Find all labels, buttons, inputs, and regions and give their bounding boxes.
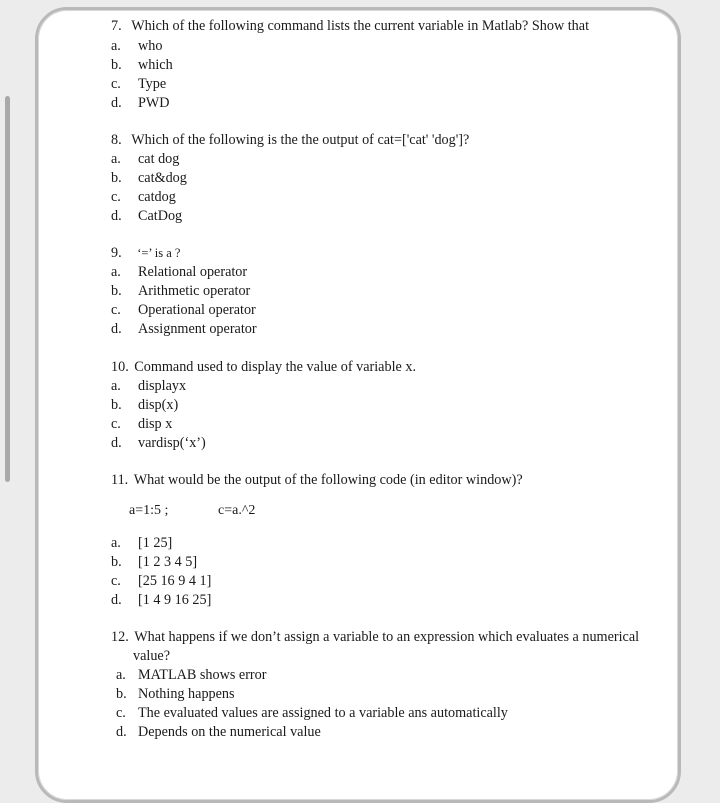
question-number: 8. — [111, 132, 122, 148]
option-letter: d. — [111, 95, 122, 111]
question-text: Which of the following command lists the current variable in Matlab? Show that — [131, 18, 590, 34]
option-letter: a. — [111, 535, 121, 551]
option-letter: b. — [111, 554, 122, 570]
question-10 — [111, 358, 416, 376]
option-11c[interactable] — [111, 572, 211, 590]
option-letter: b. — [111, 397, 122, 413]
question-number: 7. — [111, 18, 122, 34]
option-9c[interactable] — [111, 301, 256, 319]
option-text: PWD — [138, 95, 170, 111]
option-text: vardisp(‘x’) — [138, 435, 206, 451]
option-letter: d. — [116, 724, 127, 740]
option-letter: c. — [111, 302, 121, 318]
option-8a[interactable] — [111, 150, 179, 168]
option-letter: c. — [111, 189, 121, 205]
option-letter: a. — [111, 151, 121, 167]
option-text: Type — [138, 76, 167, 92]
option-7c[interactable] — [111, 75, 166, 93]
option-letter: d. — [111, 208, 122, 224]
option-letter: c. — [111, 76, 121, 92]
option-text: which — [138, 57, 173, 73]
option-text: Operational operator — [138, 302, 256, 318]
option-12c[interactable] — [116, 704, 508, 722]
option-text: displayx — [138, 378, 187, 394]
option-letter: a. — [111, 38, 121, 54]
option-text: [1 25] — [138, 535, 173, 551]
option-7b[interactable] — [111, 56, 173, 74]
question-7 — [111, 17, 589, 35]
option-10c[interactable] — [111, 415, 172, 433]
question-text: Command used to display the value of variable x. — [134, 359, 416, 375]
option-letter: a. — [116, 667, 126, 683]
option-10b[interactable] — [111, 396, 178, 414]
option-letter: c. — [116, 705, 126, 721]
option-11b[interactable] — [111, 553, 197, 571]
scrollbar[interactable] — [5, 96, 10, 482]
option-text: disp(x) — [138, 397, 179, 413]
question-text-line2: value? — [133, 648, 171, 664]
option-text: cat dog — [138, 151, 180, 167]
question-number: 9. — [111, 245, 122, 261]
option-12a[interactable] — [116, 666, 266, 684]
question-text: Which of the following is the the output of cat=['cat' 'dog']? — [131, 132, 470, 148]
option-text: Depends on the numerical value — [138, 724, 321, 740]
option-9d[interactable] — [111, 320, 257, 338]
option-letter: a. — [111, 264, 121, 280]
option-11a[interactable] — [111, 534, 172, 552]
question-text-line1: What happens if we don’t assign a variable to an expression which evaluates a numerical — [134, 629, 640, 645]
option-text: catdog — [138, 189, 176, 205]
option-letter: d. — [111, 592, 122, 608]
question-number: 12. — [111, 629, 129, 645]
option-letter: c. — [111, 416, 121, 432]
question-number: 11. — [111, 472, 129, 488]
option-12b[interactable] — [116, 685, 235, 703]
option-text: The evaluated values are assigned to a variable ans automatically — [138, 705, 508, 721]
option-text: CatDog — [138, 208, 183, 224]
question-8 — [111, 131, 469, 149]
question-text: ‘=’ is a ? — [137, 246, 181, 260]
code-right: c=a.^2 — [218, 503, 256, 518]
code-left: a=1:5 ; — [129, 503, 169, 518]
option-letter: d. — [111, 321, 122, 337]
option-9b[interactable] — [111, 282, 250, 300]
option-text: Nothing happens — [138, 686, 235, 702]
option-9a[interactable] — [111, 263, 247, 281]
option-12d[interactable] — [116, 723, 321, 741]
option-8b[interactable] — [111, 169, 187, 187]
option-letter: a. — [111, 378, 121, 394]
option-letter: d. — [111, 435, 122, 451]
question-number: 10. — [111, 359, 129, 375]
option-11d[interactable] — [111, 591, 211, 609]
option-10d[interactable] — [111, 434, 206, 452]
option-text: Assignment operator — [138, 321, 257, 337]
option-letter: c. — [111, 573, 121, 589]
option-text: [25 16 9 4 1] — [138, 573, 212, 589]
option-letter: b. — [111, 170, 122, 186]
option-text: [1 2 3 4 5] — [138, 554, 198, 570]
option-text: cat&dog — [138, 170, 187, 186]
question-11 — [111, 471, 523, 489]
option-text: Arithmetic operator — [138, 283, 251, 299]
option-text: who — [138, 38, 163, 54]
option-10a[interactable] — [111, 377, 186, 395]
option-7a[interactable] — [111, 37, 162, 55]
option-letter: b. — [111, 57, 122, 73]
question-12 — [111, 628, 639, 646]
question-text: What would be the output of the following code (in editor window)? — [133, 472, 523, 488]
option-8d[interactable] — [111, 207, 182, 225]
option-text: disp x — [138, 416, 173, 432]
option-text: Relational operator — [138, 264, 248, 280]
question-9 — [111, 244, 180, 262]
option-7d[interactable] — [111, 94, 170, 112]
option-letter: b. — [111, 283, 122, 299]
option-letter: b. — [116, 686, 127, 702]
option-text: MATLAB shows error — [138, 667, 267, 683]
option-8c[interactable] — [111, 188, 176, 206]
option-text: [1 4 9 16 25] — [138, 592, 212, 608]
